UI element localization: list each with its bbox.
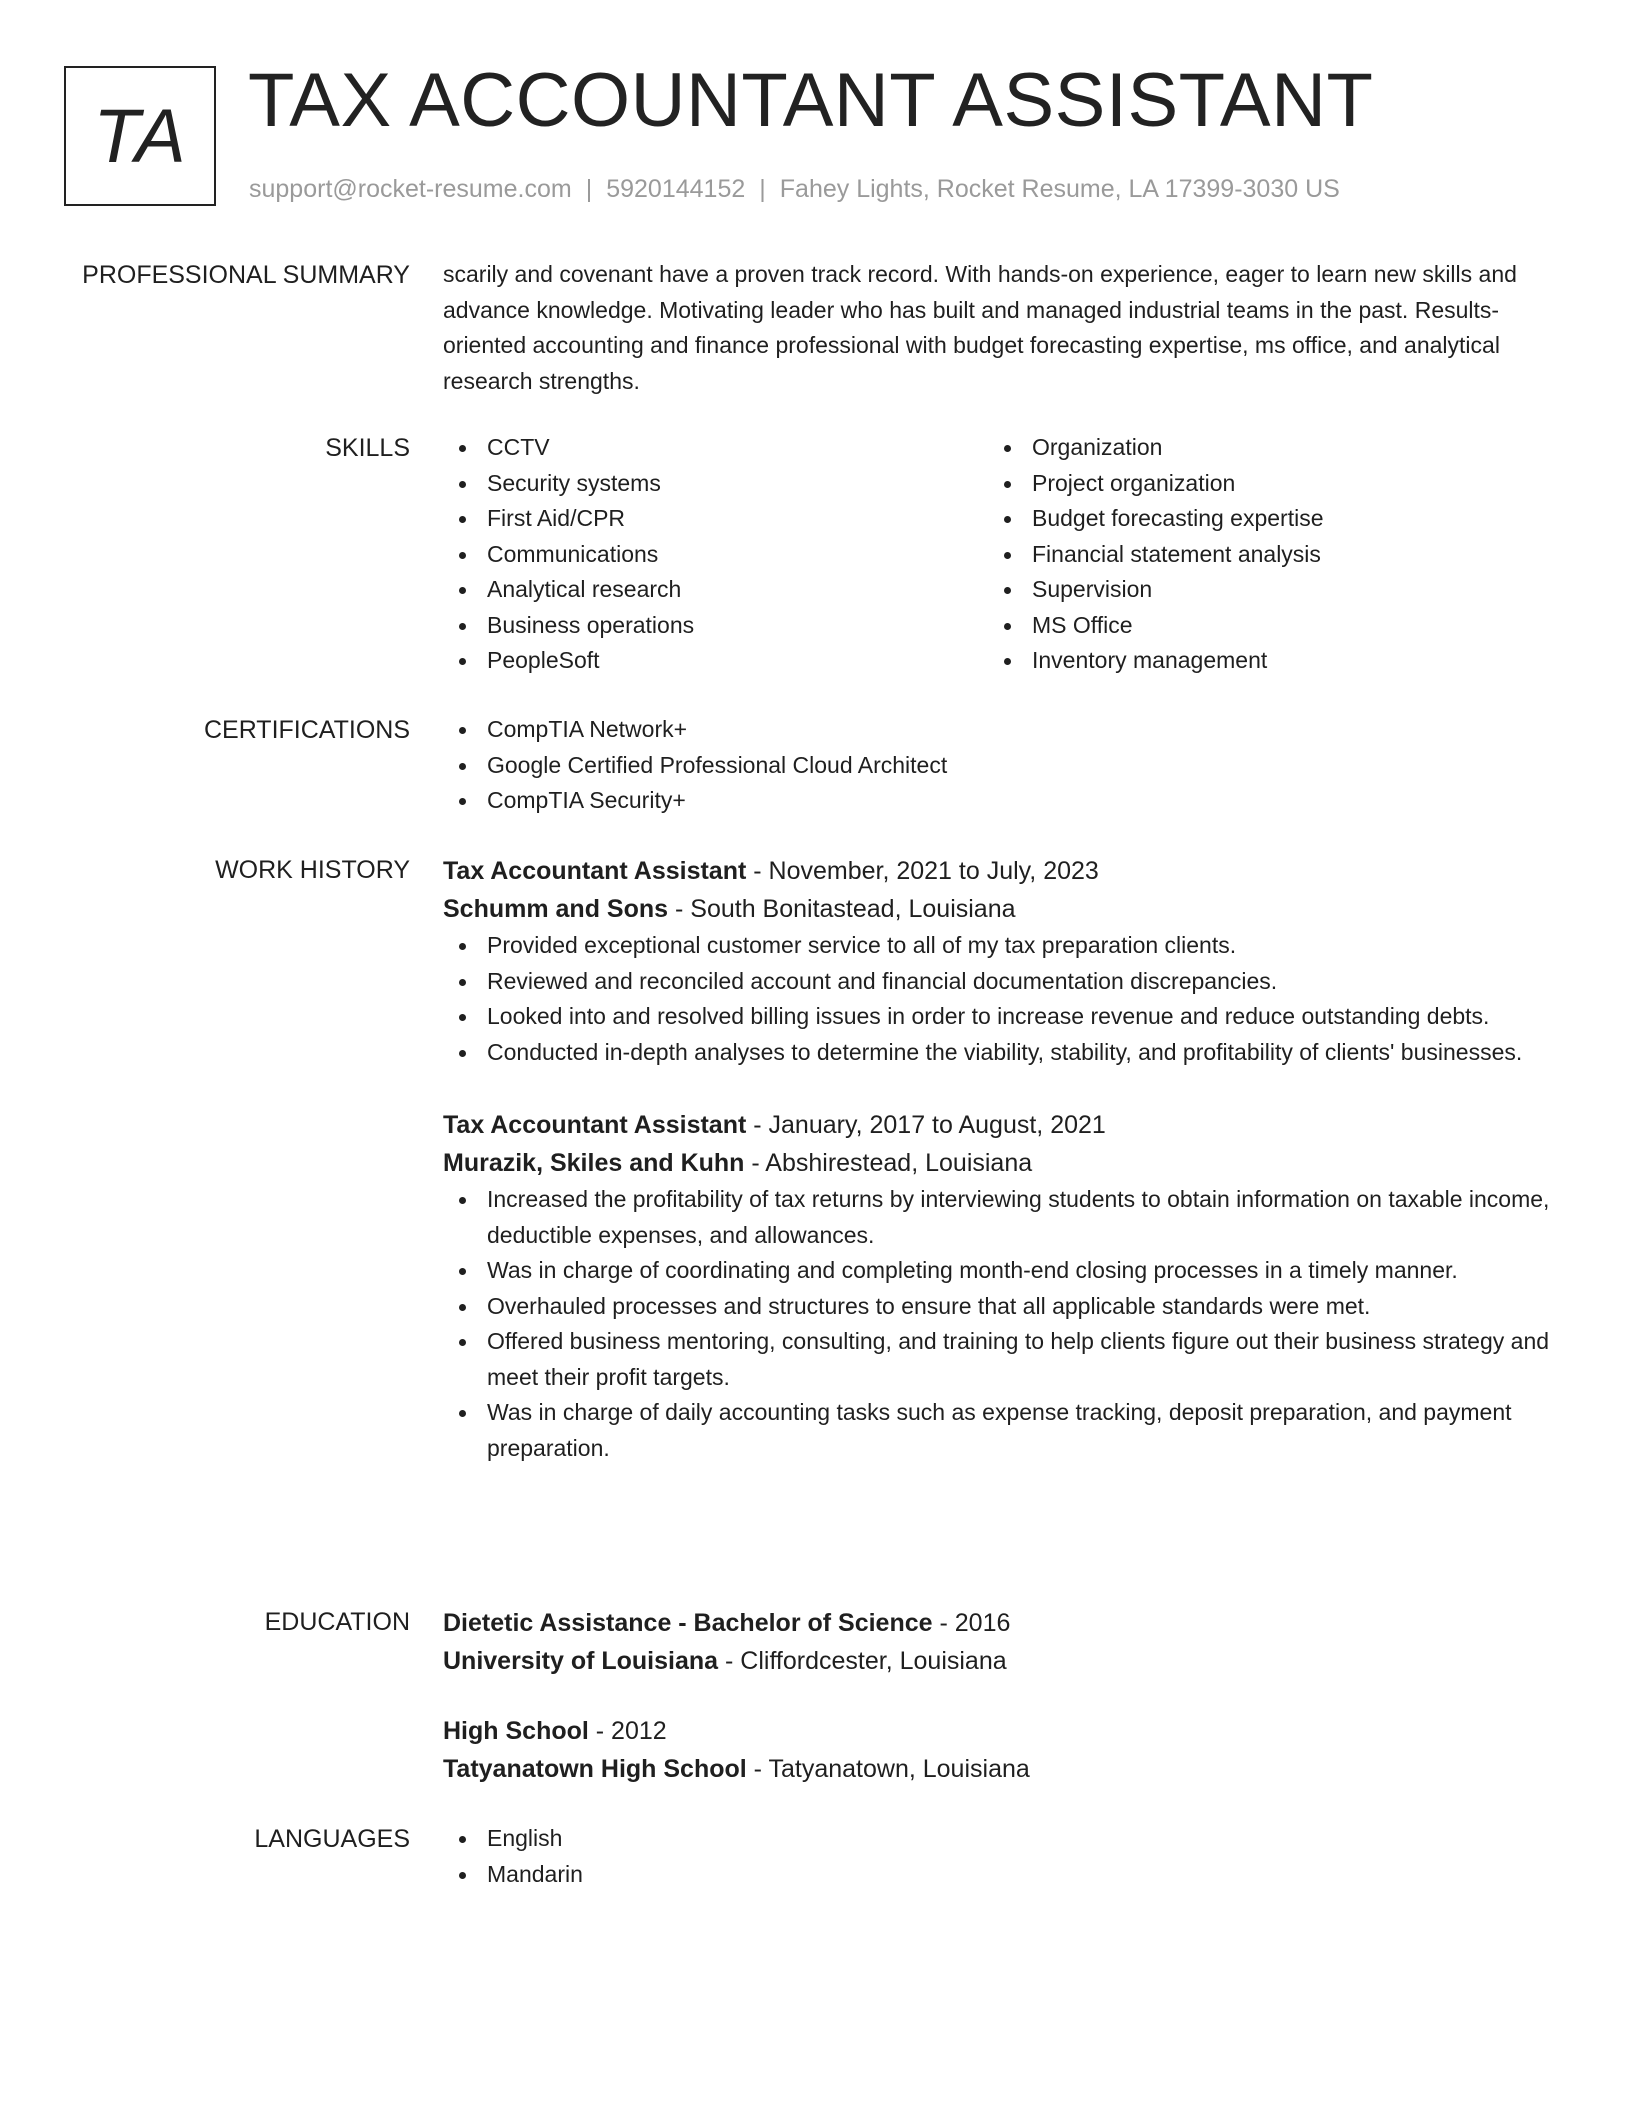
skill-item: First Aid/CPR [443, 501, 988, 537]
job-duty: Offered business mentoring, consulting, and training to help clients figure out their business strategy and meet their profit targets. [443, 1324, 1553, 1395]
skill-item: Organization [988, 430, 1533, 466]
job-company: Schumm and Sons [443, 895, 669, 923]
job-dates: - November, 2021 to July, 2023 [746, 857, 1099, 885]
education-entry [443, 1604, 1553, 1680]
skill-item: Budget forecasting expertise [988, 501, 1533, 537]
skill-item: Communications [443, 537, 988, 573]
contact-phone: 5920144152 [606, 175, 746, 203]
skill-item: Project organization [988, 466, 1533, 502]
contact-address: Fahey Lights, Rocket Resume, LA 17399-3030 US [779, 175, 1340, 203]
education-degree: Dietetic Assistance - Bachelor of Science [443, 1609, 933, 1637]
languages-list [443, 1821, 1553, 1892]
skill-item: Analytical research [443, 572, 988, 608]
education-school: University of Louisiana [443, 1647, 719, 1675]
section-label-summary: PROFESSIONAL SUMMARY [82, 261, 410, 289]
monogram-initials: TA [93, 93, 187, 179]
skills-list-left [443, 430, 988, 679]
job-location: - Abshirestead, Louisiana [744, 1149, 1033, 1177]
job-duties-list [443, 1182, 1553, 1466]
job-company: Murazik, Skiles and Kuhn [443, 1149, 745, 1177]
certification-item: Google Certified Professional Cloud Architect [443, 748, 1553, 784]
certification-item: CompTIA Security+ [443, 783, 1553, 819]
education-location: - Cliffordcester, Louisiana [718, 1647, 1007, 1675]
job-duty: Provided exceptional customer service to all of my tax preparation clients. [443, 928, 1553, 964]
education-degree: High School [443, 1717, 589, 1745]
languages-body [443, 1821, 1553, 1892]
summary-text: scarily and covenant have a proven track record. With hands-on experience, eager to learn new skills and advance knowledge. Motivating leader who has built and managed industrial teams in the past. Results-oriented accounting and finance professional with budget forecasting expertise, ms office, and analytical research strengths. [443, 261, 1517, 394]
job-location: - South Bonitastead, Louisiana [668, 895, 1016, 923]
education-school: Tatyanatown High School [443, 1755, 747, 1783]
job-duty: Was in charge of daily accounting tasks such as expense tracking, deposit preparation, and payment preparation. [443, 1395, 1553, 1466]
education-location: - Tatyanatown, Louisiana [746, 1755, 1030, 1783]
language-item: Mandarin [443, 1857, 1553, 1893]
education-degree-line [443, 1604, 1553, 1642]
skill-item: MS Office [988, 608, 1533, 644]
skill-item: CCTV [443, 430, 988, 466]
contact-line [249, 172, 1340, 206]
job-entry [443, 1106, 1553, 1466]
education-entry [443, 1712, 1553, 1788]
skill-item: Security systems [443, 466, 988, 502]
certifications-body [443, 712, 1553, 819]
work-history-body [443, 852, 1553, 1466]
education-school-line [443, 1750, 1553, 1788]
education-year: - 2016 [932, 1609, 1011, 1637]
education-body [443, 1604, 1553, 1788]
skill-item: Business operations [443, 608, 988, 644]
resume-title: TAX ACCOUNTANT ASSISTANT [248, 58, 1374, 143]
section-label-skills: SKILLS [325, 434, 410, 462]
contact-separator: | [759, 175, 766, 203]
education-degree-line [443, 1712, 1553, 1750]
job-dates: - January, 2017 to August, 2021 [746, 1111, 1106, 1139]
contact-email: support@rocket-resume.com [249, 175, 572, 203]
section-label-certifications: CERTIFICATIONS [203, 716, 410, 744]
section-label-education: EDUCATION [264, 1608, 410, 1636]
job-duty: Looked into and resolved billing issues in order to increase revenue and reduce outstanding debts. [443, 999, 1553, 1035]
certification-item: CompTIA Network+ [443, 712, 1553, 748]
skill-item: Inventory management [988, 643, 1533, 679]
job-title-line [443, 1106, 1553, 1144]
job-duties-list [443, 928, 1553, 1070]
job-duty: Overhauled processes and structures to ensure that all applicable standards were met. [443, 1289, 1553, 1325]
job-title: Tax Accountant Assistant [443, 857, 747, 885]
skill-item: PeopleSoft [443, 643, 988, 679]
job-title-line [443, 852, 1553, 890]
contact-separator: | [585, 175, 593, 203]
section-label-languages: LANGUAGES [254, 1825, 410, 1853]
skills-list-right [988, 430, 1533, 679]
job-company-line [443, 1144, 1553, 1182]
job-entry [443, 852, 1553, 1070]
language-item: English [443, 1821, 1553, 1857]
job-title: Tax Accountant Assistant [443, 1111, 747, 1139]
certifications-list [443, 712, 1553, 819]
job-duty: Reviewed and reconciled account and financial documentation discrepancies. [443, 964, 1553, 1000]
summary-body [443, 257, 1553, 399]
section-label-work-history: WORK HISTORY [215, 856, 410, 884]
education-school-line [443, 1642, 1553, 1680]
skill-item: Financial statement analysis [988, 537, 1533, 573]
education-year: - 2012 [588, 1717, 667, 1745]
skill-item: Supervision [988, 572, 1533, 608]
skills-body [443, 430, 1553, 679]
job-duty: Conducted in-depth analyses to determine the viability, stability, and profitability of clients' businesses. [443, 1035, 1553, 1071]
monogram-box [64, 66, 216, 206]
job-duty: Was in charge of coordinating and completing month-end closing processes in a timely manner. [443, 1253, 1553, 1289]
job-company-line [443, 890, 1553, 928]
job-duty: Increased the profitability of tax returns by interviewing students to obtain information on taxable income, deductible expenses, and allowances. [443, 1182, 1553, 1253]
